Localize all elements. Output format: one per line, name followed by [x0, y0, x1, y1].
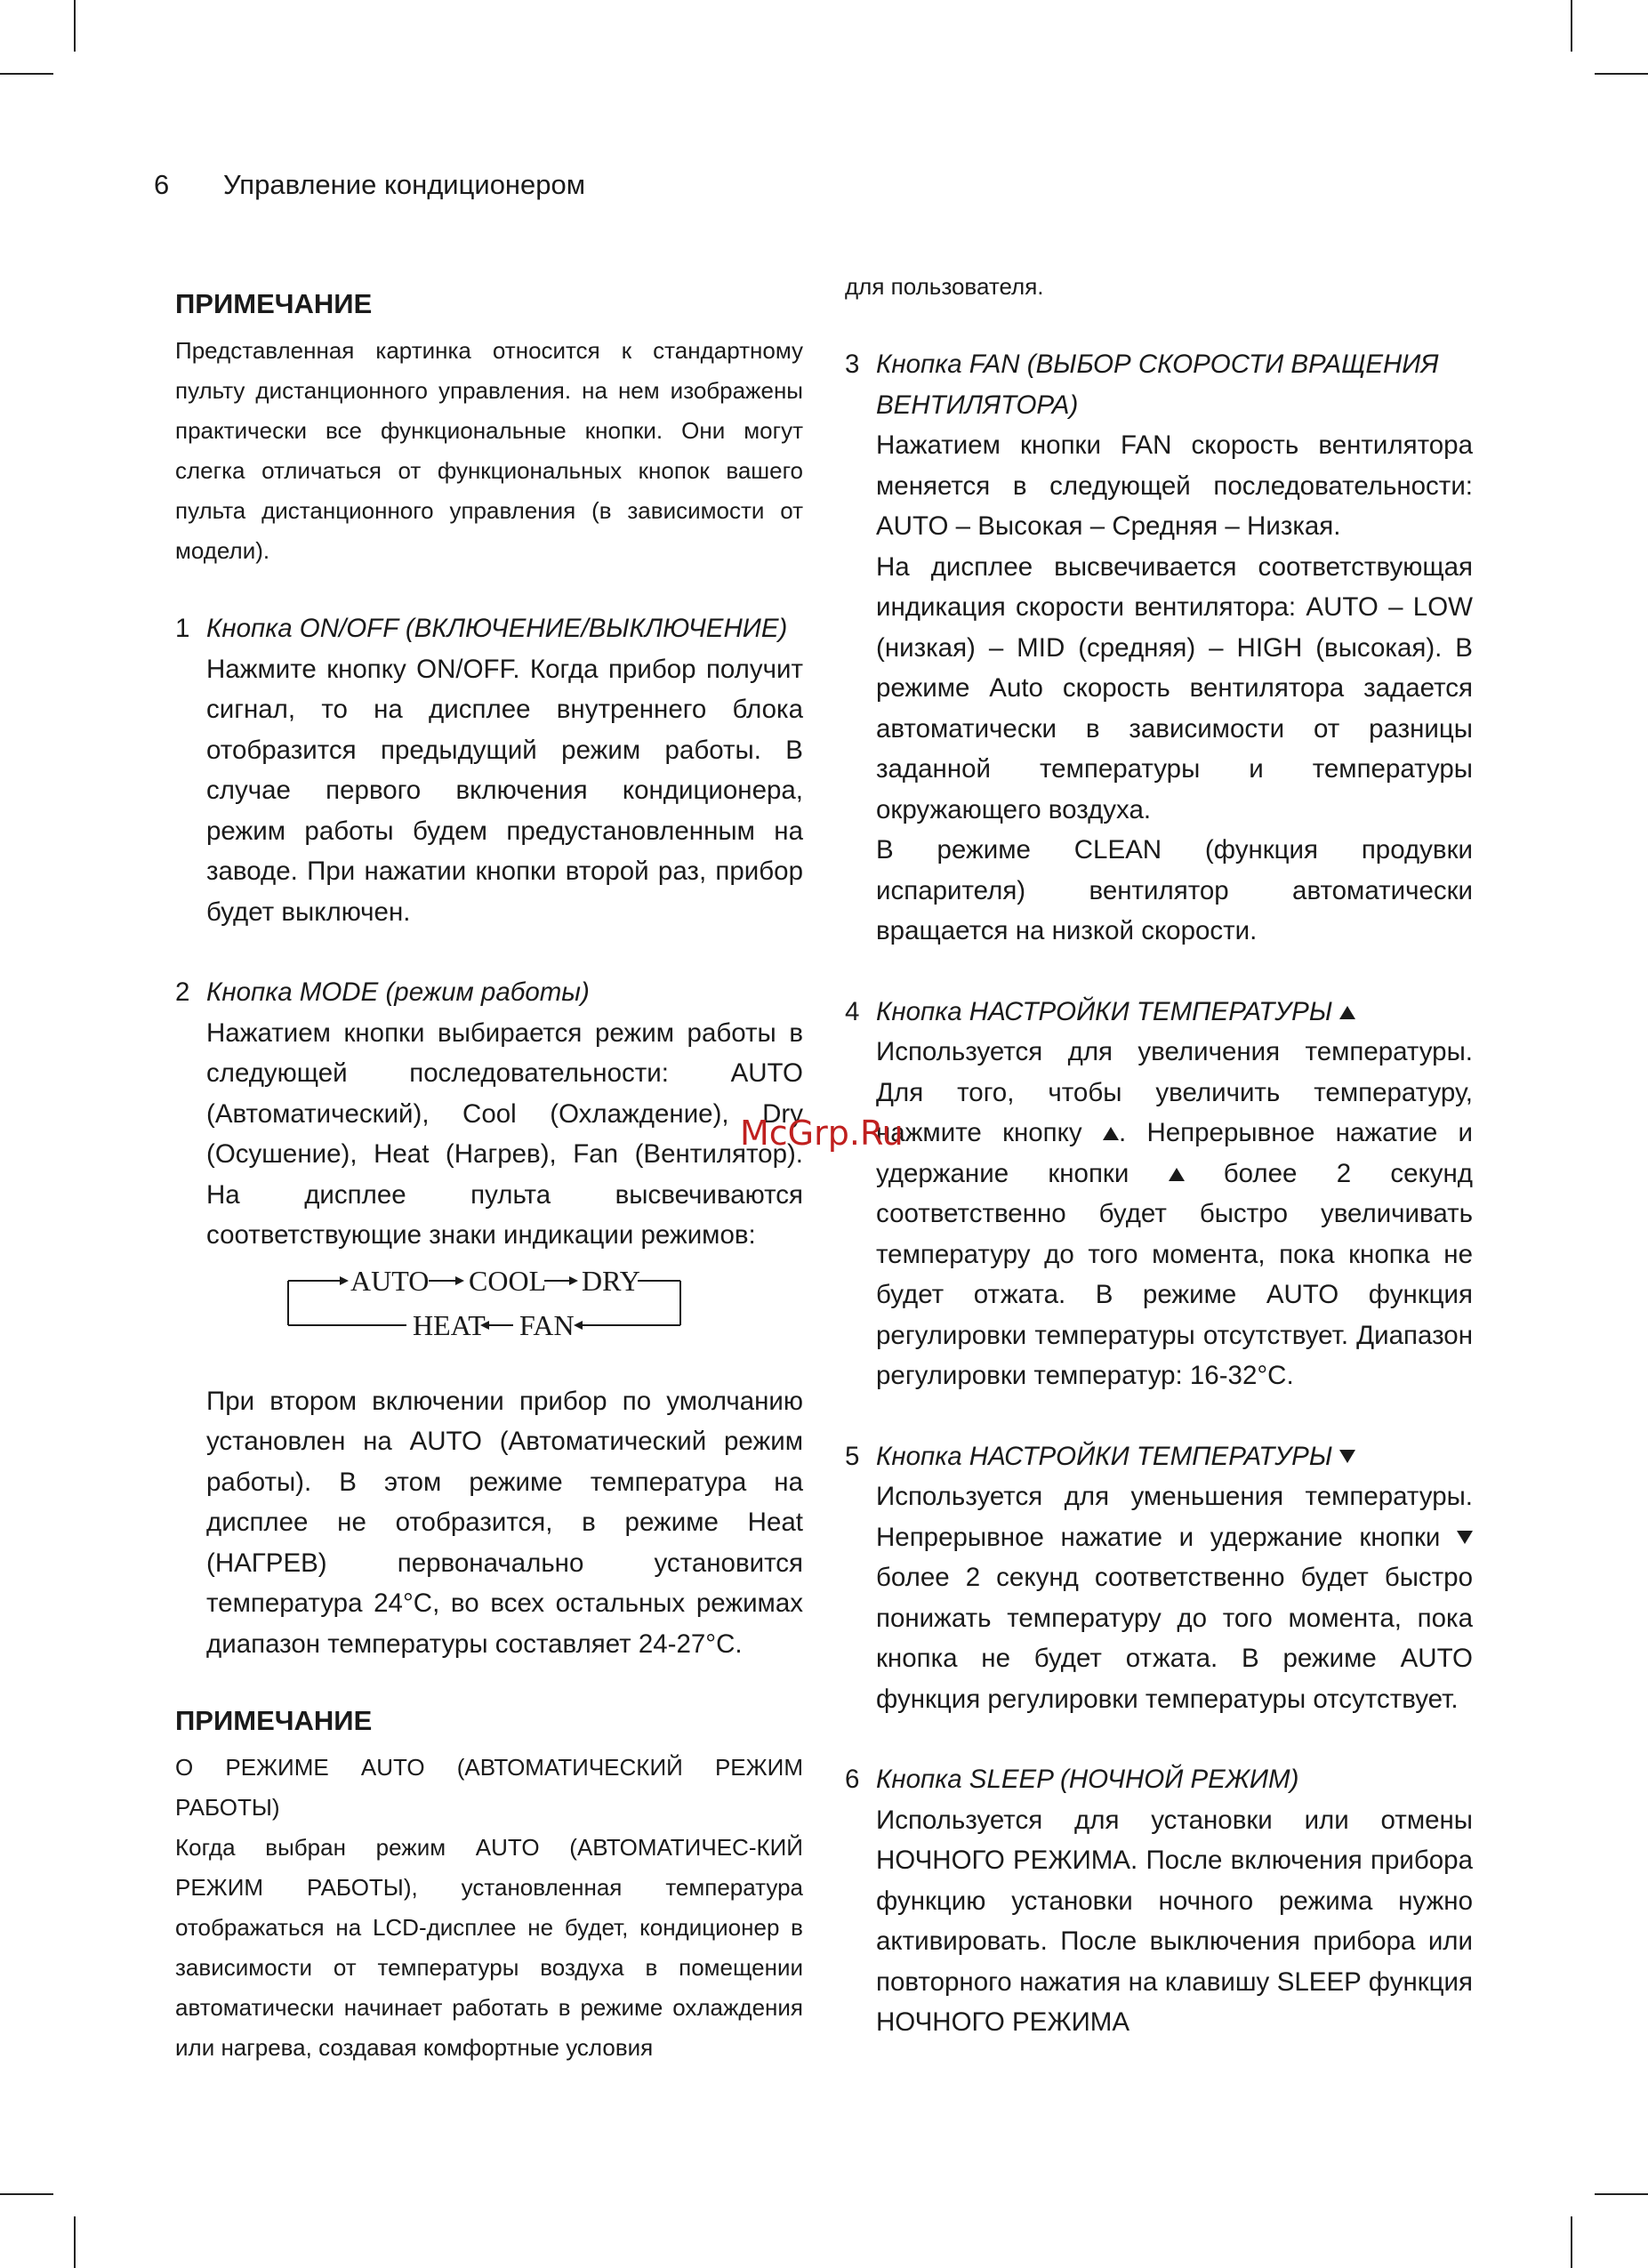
item-text: Нажатием кнопки FAN скорость вентилятора меняется в следующей последовательности: AUTO – Высокая – Средняя – Низкая.: [876, 430, 1473, 541]
crop-mark: [74, 0, 76, 52]
mode-cool: COOL: [469, 1264, 547, 1297]
triangle-up-icon: [1103, 1127, 1119, 1140]
crop-mark: [74, 2216, 76, 2268]
item-number: 2: [175, 977, 190, 1007]
continued-text: для пользователя.: [845, 273, 1044, 300]
item-text: [876, 1476, 1473, 1719]
crop-mark: [1595, 2193, 1648, 2195]
item-on-off: [175, 608, 803, 932]
item-title: Кнопка MODE (режим работы): [206, 977, 590, 1007]
mode-dry: DRY: [582, 1264, 640, 1297]
item-title: Кнопка FAN (ВЫБОР СКОРОСТИ ВРАЩЕНИЯ ВЕНТИЛЯТОРА): [876, 350, 1439, 420]
item-text: [876, 1032, 1473, 1396]
item-number: 1: [175, 614, 190, 643]
item-number: 3: [845, 350, 860, 379]
item-fan: [845, 344, 1473, 952]
item-title: Кнопка SLEEP (НОЧНОЙ РЕЖИМ): [876, 1765, 1299, 1794]
item-number: 6: [845, 1765, 860, 1794]
item-text: На дисплее высвечивается соответствующая индикация скорости вентилятора: AUTO – LOW (низкая) – MID (средняя) – HIGH (высокая). В режиме Auto скорость вентилятора задается автоматически в зависимости от разницы заданной температуры и температуры окружающего воздуха.: [876, 551, 1473, 824]
note-subtitle: О РЕЖИМЕ AUTO (АВТОМАТИЧЕСКИЙ РЕЖИМ РАБОТЫ): [175, 1754, 803, 1821]
item-text: Используется для установки или отмены НОЧНОГО РЕЖИМА. После включения прибора функцию установки ночного режима нужно активировать. После выключения прибора или повторного нажатия на клавишу SLEEP функция НОЧНОГО РЕЖИМА: [876, 1805, 1473, 2037]
text-part: Используется для увеличения температуры. Для того, чтобы увеличить температуру, нажмите кнопку: [876, 1037, 1473, 1147]
triangle-up-icon: [1169, 1168, 1185, 1181]
item-title: Кнопка НАСТРОЙКИ ТЕМПЕРАТУРЫ: [876, 996, 1332, 1026]
item-title-row: [876, 1436, 1473, 1477]
note-title: ПРИМЕЧАНИЕ: [175, 1705, 373, 1736]
item-text: Нажмите кнопку ON/OFF. Когда прибор получит сигнал, то на дисплее внутреннего блока отобразится предыдущий режим работы. В случае первого включения кондиционера, режим работы будем предустановленным на заводе. При нажатии кнопки второй раз, прибор будет выключен.: [206, 654, 803, 927]
text-part: более 2 секунд соответственно будет быстро увеличивать температуру до того момента, пока кнопка не будет отжата. В режиме AUTO функция регулировки температуры отсутствует. Диапазон регулировки температур: 16-32°С.: [876, 1158, 1473, 1390]
crop-mark: [1595, 73, 1648, 75]
item-temp-down: [845, 1436, 1473, 1720]
crop-mark: [0, 2193, 53, 2195]
item-text: При втором включении прибор по умолчанию установлен на AUTO (Автоматический режим работы). В этом режиме температура на дисплее не отобразится, в режиме Heat (НАГРЕВ) первоначально установится температура 24°С, во всех остальных режимах диапазон температуры составляет 24-27°С.: [206, 1386, 803, 1659]
item-title-row: [876, 992, 1473, 1033]
item-title: Кнопка НАСТРОЙКИ ТЕМПЕРАТУРЫ: [876, 1441, 1332, 1471]
text-part: Используется для уменьшения температуры. Непрерывное нажатие и удержание кнопки: [876, 1482, 1473, 1552]
mode-cycle-diagram: [286, 1263, 687, 1361]
note-text: Представленная картинка относится к стандартному пульту дистанционного управления. на нем изображены практически все функциональные кнопки. Они могут слегка отличаться от функциональных кнопок вашего пульта дистанционного управления (в зависимости от модели).: [175, 337, 803, 564]
page-header: [154, 169, 585, 201]
item-number: 5: [845, 1441, 860, 1471]
item-title: Кнопка ON/OFF (ВКЛЮЧЕНИЕ/ВЫКЛЮЧЕНИЕ): [206, 614, 788, 643]
watermark: McGrp.Ru: [740, 1114, 904, 1153]
page-number: 6: [154, 169, 170, 200]
triangle-down-icon: [1457, 1531, 1473, 1544]
item-text: Нажатием кнопки выбирается режим работы в следующей последовательности: AUTO (Автоматический), Cool (Охлаждение), Dry (Осушение), Heat (Нагрев), Fan (Вентилятор). На дисплее пульта высвечиваются соответствующие знаки индикации режимов:: [206, 1017, 803, 1250]
mode-fan: FAN: [519, 1308, 575, 1341]
item-mode: [175, 972, 803, 1664]
item-text: В режиме CLEAN (функция продувки испарителя) вентилятор автоматически вращается на низкой скорости.: [876, 835, 1473, 945]
crop-mark: [1571, 0, 1572, 52]
note-text: Когда выбран режим AUTO (АВТОМАТИЧЕС-КИЙ РЕЖИМ РАБОТЫ), установленная температура отображаться на LCD-дисплее не будет, кондиционер в зависимости от температуры воздуха в помещении автоматически начинает работать в режиме охлаждения или нагрева, создавая комфортные условия: [175, 1834, 803, 2061]
item-temp-up: [845, 992, 1473, 1396]
crop-mark: [1571, 2216, 1572, 2268]
text-part: . Непрерывное нажатие и удержание кнопки: [876, 1118, 1474, 1188]
triangle-down-icon: [1339, 1450, 1355, 1463]
left-column: [175, 283, 803, 2068]
note-title: ПРИМЕЧАНИЕ: [175, 288, 373, 319]
item-number: 4: [845, 996, 860, 1026]
triangle-up-icon: [1339, 1006, 1355, 1019]
item-sleep: [845, 1759, 1473, 2043]
page-title: Управление кондиционером: [223, 169, 586, 200]
crop-mark: [0, 73, 53, 75]
right-column: [845, 273, 1474, 2043]
mode-heat: HEAT: [413, 1308, 486, 1341]
mode-auto: AUTO: [350, 1264, 430, 1297]
text-part: более 2 секунд соответственно будет быстро понижать температуру до того момента, пока кнопка не будет отжата. В режиме AUTO функция регулировки температуры отсутствует.: [876, 1563, 1473, 1714]
